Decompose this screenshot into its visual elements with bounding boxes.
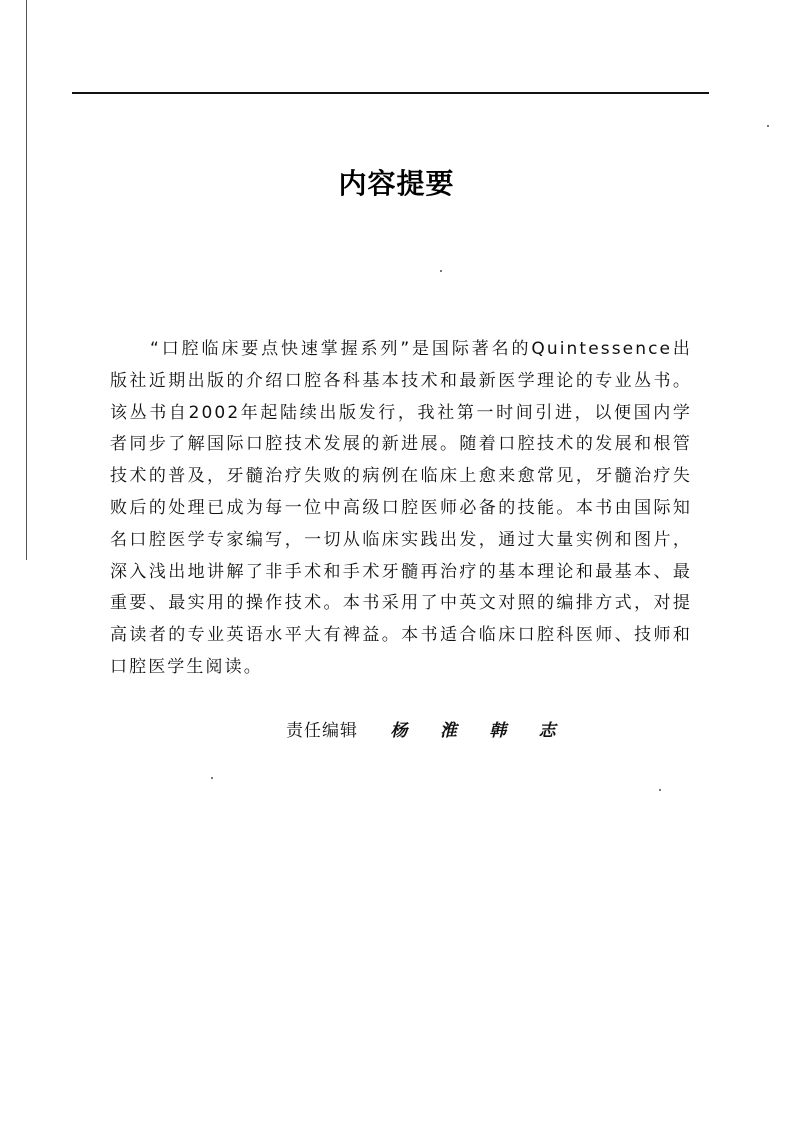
scan-speck <box>211 777 213 779</box>
editor-name-char: 志 <box>538 721 556 741</box>
header-rule <box>72 92 709 94</box>
editors-label: 责任编辑 <box>286 721 358 741</box>
page-binding-line <box>26 0 27 560</box>
scan-speck <box>659 789 661 791</box>
editor-name-char: 杨 <box>390 721 408 741</box>
summary-paragraph: “口腔临床要点快速掌握系列”是国际著名的Quintessence出版社近期出版的介绍口腔各科基本技术和最新医学理论的专业丛书。该丛书自2002年起陆续出版发行，我社第一时间引进，以便国内学者同步了解国际口腔技术发展的新进展。随着口腔技术的发展和根管技术的普及，牙髓治疗失败的病例在临床上愈来愈常见，牙髓治疗失败后的处理已成为每一位中高级口腔医师必备的技能。本书由国际知名口腔医学专家编写，一切从临床实践出发，通过大量实例和图片，深入浅出地讲解了非手术和手术牙髓再治疗的基本理论和最基本、最重要、最实用的操作技术。本书采用了中英文对照的编排方式，对提高读者的专业英语水平大有裨益。本书适合临床口腔科医师、技师和口腔医学生阅读。 <box>110 339 692 677</box>
editor-name-char: 韩 <box>489 721 507 741</box>
scan-speck <box>440 270 442 272</box>
editor-name-char: 淮 <box>439 721 457 741</box>
responsible-editors <box>286 716 556 741</box>
page-title: 内容提要 <box>338 167 455 200</box>
scan-speck <box>767 125 769 127</box>
